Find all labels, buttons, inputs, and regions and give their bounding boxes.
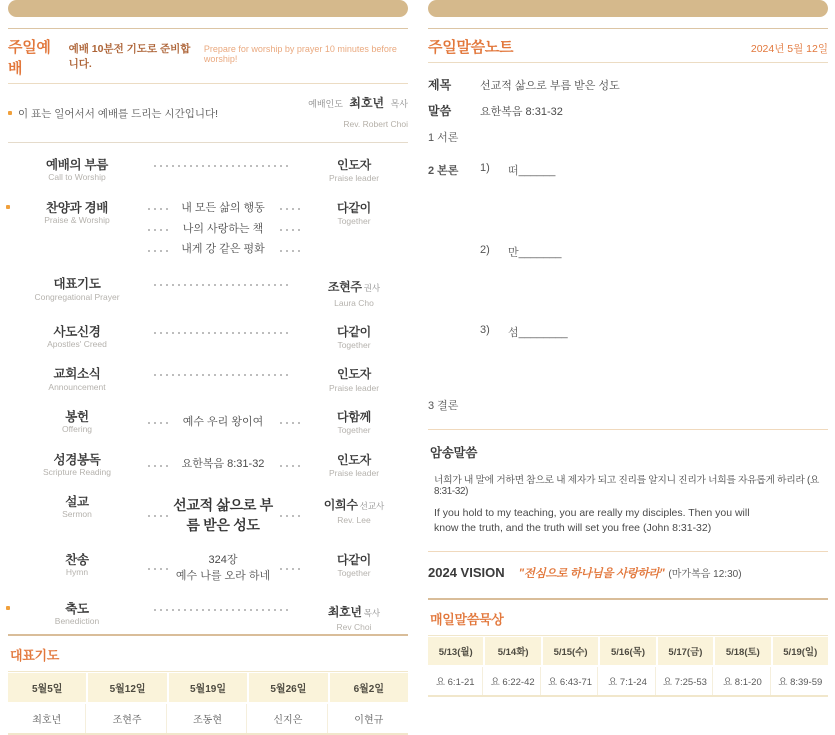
order-label: [8, 367, 146, 393]
order-label-en: Sermon: [62, 509, 92, 520]
order-leader-name: 인도자: [337, 452, 371, 467]
order-leader: [300, 453, 408, 479]
prayer-date-header: 5월12일: [88, 673, 166, 702]
worship-leader-name: 최호년: [349, 96, 385, 110]
vision-rule: [428, 551, 828, 552]
outline-body: [428, 162, 828, 340]
order-leader-en: Together: [337, 568, 371, 579]
dotted-leader-wrap: [146, 277, 300, 307]
order-label-ko: 사도신경: [53, 324, 101, 339]
sermon-scripture-field: [428, 102, 828, 119]
outline-body-label: 2 본론: [428, 165, 459, 177]
vision-reference: (마가복음 12:30): [668, 569, 742, 581]
dots: [278, 568, 300, 570]
orange-bullet-icon: [8, 111, 12, 115]
order-label: [8, 277, 146, 307]
order-row-sermon: [8, 495, 408, 536]
daily-date-header: 5/18(토): [715, 637, 770, 665]
note-space: [480, 178, 828, 244]
daily-reading-cell: 요 6:22-42: [485, 667, 540, 695]
song-line: [146, 222, 300, 238]
daily-reading-cell: 요 8:39-59: [773, 667, 828, 695]
dotted-leader: [152, 284, 290, 286]
dots: [278, 208, 300, 210]
order-label-en: Congregational Prayer: [34, 291, 120, 302]
sermon-note-date: 2024년 5월 12일: [750, 43, 828, 55]
worship-leader-suffix: 목사: [390, 99, 408, 109]
order-leader-en: Rev. Lee: [337, 515, 371, 526]
prayer-name-cell: 이현규: [330, 704, 408, 733]
order-leader-en: Praise leader: [328, 173, 380, 184]
order-label-en: Hymn: [65, 567, 89, 578]
order-label-ko: 축도: [65, 601, 89, 616]
outline-point-2: [480, 244, 828, 260]
sermon-note-title: 주일말씀노트: [428, 39, 514, 56]
order-leader-line: [300, 602, 408, 621]
outline-point-1: [480, 162, 828, 178]
daily-reading-cell: 요 6:43-71: [543, 667, 598, 695]
order-row-call-to-worship: [8, 158, 408, 184]
order-label: [8, 553, 146, 585]
dots: [146, 568, 168, 570]
memory-verse-en: If you hold to my teaching, you are really my disciples. Then you will know the truth, and the truth will set you free (John 8:31-32): [434, 507, 750, 534]
order-leader: [300, 277, 408, 307]
field-value: 선교적 삶으로 부름 받은 성도: [480, 80, 620, 92]
daily-date-header: 5/17(금): [658, 637, 713, 665]
worship-leader-en: Rev. Robert Choi: [343, 119, 408, 129]
dots: [278, 422, 300, 424]
standing-bullet-icon: [6, 606, 10, 610]
order-leader-en: Together: [337, 425, 371, 436]
sermon-note-column: [428, 0, 828, 697]
point-number: 2): [480, 244, 490, 256]
dotted-leader: [152, 374, 290, 376]
order-center: [146, 495, 300, 536]
song-line: [146, 201, 300, 217]
order-label: [8, 158, 146, 184]
order-leader-en: Rev Choi: [336, 621, 372, 632]
order-center: [146, 410, 300, 436]
prayer-date-header: 5월19일: [169, 673, 247, 702]
right-header-bar: [428, 0, 828, 17]
point-number: 3): [480, 324, 490, 336]
song-title: 내게 강 같은 평화: [181, 243, 265, 256]
order-label-en: Offering: [61, 424, 93, 435]
dotted-leader: [152, 165, 290, 167]
order-leader-en: Together: [337, 340, 371, 351]
hymn-title: 예수 나를 오라 하네: [175, 569, 271, 582]
order-leader-name: 다함께: [337, 409, 371, 424]
order-label-ko: 대표기도: [53, 277, 101, 292]
order-center: [146, 553, 300, 585]
point-blank: 떠______: [508, 165, 556, 177]
order-label-ko: 성경봉독: [53, 452, 101, 467]
worship-title: 주일예배: [8, 39, 51, 77]
daily-reading-cell: 요 8:1-20: [715, 667, 770, 695]
hymn-number: 324장: [208, 553, 238, 566]
memory-verse-rule: [428, 429, 828, 430]
order-label: [8, 325, 146, 351]
order-row-announcement: [8, 367, 408, 393]
note-space: [480, 260, 828, 324]
dots: [146, 465, 168, 467]
order-label-ko: 교회소식: [53, 367, 101, 382]
dots: [146, 208, 168, 210]
worship-leader-prefix: 예배인도: [308, 99, 343, 109]
order-label-ko: 찬송: [65, 552, 89, 567]
order-leader: [300, 158, 408, 184]
point-blank: 섬________: [508, 327, 568, 339]
prayer-date-header: 6월2일: [330, 673, 408, 702]
prayer-name-cell: 조현주: [88, 704, 166, 733]
sermon-title-field: [428, 76, 828, 93]
order-row-hymn: [8, 553, 408, 585]
dots: [146, 422, 168, 424]
order-row-apostles-creed: [8, 325, 408, 351]
dotted-leader: [152, 332, 290, 334]
order-leader: [300, 201, 408, 264]
order-leader-suffix: 목사: [363, 607, 381, 618]
daily-date-header: 5/19(일): [773, 637, 828, 665]
order-label-ko: 봉헌: [65, 409, 89, 424]
dotted-leader: [152, 609, 290, 611]
order-label: [8, 410, 146, 436]
dots: [278, 229, 300, 231]
worship-subtitle-en: Prepare for worship by prayer 10 minutes before worship!: [203, 44, 397, 64]
dotted-leader-wrap: [146, 158, 300, 184]
field-label: 제목: [428, 78, 452, 92]
prayer-name-cell: 신지은: [249, 704, 327, 733]
worship-leader-line: [308, 94, 408, 111]
field-value: 요한복음 8:31-32: [480, 106, 563, 118]
order-leader-name: 다같이: [337, 552, 371, 567]
order-leader: [300, 602, 408, 632]
order-label-ko: 예배의 부름: [45, 158, 109, 172]
order-label: [8, 453, 146, 479]
order-leader: [300, 410, 408, 436]
order-leader-name: 인도자: [337, 158, 371, 172]
right-title-rule: [428, 62, 828, 63]
daily-date-header: 5/15(수): [543, 637, 598, 665]
order-label-en: Praise & Worship: [44, 214, 110, 225]
outline-point-3: [480, 324, 828, 340]
order-row-offering: [8, 410, 408, 436]
order-of-worship: [8, 158, 408, 632]
prayer-date-header: 5월26일: [249, 673, 327, 702]
order-leader-suffix: 권사: [363, 283, 381, 294]
standing-note: [8, 93, 218, 133]
outline-intro: 1 서론: [428, 132, 459, 144]
prayer-rotation-table: [8, 671, 408, 735]
hymn-block: [168, 553, 278, 585]
vision-row: [428, 565, 828, 581]
song-title: 나의 사랑하는 책: [182, 222, 264, 235]
order-label: [8, 201, 146, 264]
standing-note-row: [8, 93, 408, 133]
order-leader-name: 최호년: [327, 604, 362, 619]
order-row-benediction: [8, 602, 408, 632]
order-leader: [300, 367, 408, 393]
left-top-rule: [8, 28, 408, 29]
worship-subtitle-ko: 예배 10분전 기도로 준비합니다.: [68, 43, 191, 70]
song-list: [146, 201, 300, 264]
order-label-ko: 설교: [65, 495, 89, 510]
worship-order-column: [8, 0, 408, 735]
order-leader-name: 다같이: [337, 324, 371, 339]
sermon-fields: [428, 76, 828, 119]
dots: [278, 250, 300, 252]
song-title: 내 모든 삶의 행동: [181, 201, 265, 214]
point-number: 1): [480, 162, 490, 174]
order-leader-name: 다같이: [337, 200, 371, 215]
daily-date-header: 5/16(목): [600, 637, 655, 665]
memory-verse-title: 암송말씀: [430, 446, 478, 460]
order-label: [8, 495, 146, 536]
order-leader-line: [300, 495, 408, 514]
right-title-row: [428, 36, 828, 57]
order-leader-en: Together: [337, 215, 371, 226]
standing-bullet-icon: [6, 205, 10, 209]
daily-reading-cell: 요 7:1-24: [600, 667, 655, 695]
dots: [278, 515, 300, 517]
order-leader-name: 조현주: [327, 280, 362, 295]
right-top-rule: [428, 28, 828, 29]
order-leader-en: Praise leader: [328, 382, 380, 393]
left-title-row: [8, 36, 408, 78]
order-row-congregational-prayer: [8, 277, 408, 307]
dotted-leader-wrap: [146, 325, 300, 351]
order-center: [146, 453, 300, 479]
outline-conclusion: 3 결론: [428, 400, 459, 412]
order-label-en: Announcement: [48, 381, 106, 392]
vision-quote: "전심으로 하나님을 사랑하라": [518, 568, 665, 581]
prayer-section-rule: [8, 634, 408, 636]
sermon-title: 선교적 삶으로 부름 받은 성도: [173, 497, 273, 534]
daily-reading-cell: 요 7:25-53: [658, 667, 713, 695]
dots: [146, 515, 168, 517]
order-row-praise-worship: [8, 201, 408, 264]
dots: [146, 250, 168, 252]
daily-reading-title: 매일말씀묵상: [430, 612, 504, 628]
dots: [278, 465, 300, 467]
order-leader-en: Laura Cho: [334, 297, 374, 308]
left-section-divider: [8, 142, 408, 143]
prayer-name-cell: 최호년: [8, 704, 86, 733]
dotted-leader-wrap: [146, 602, 300, 632]
song-line: [146, 242, 300, 258]
offering-song: 예수 우리 왕이여: [182, 415, 264, 428]
order-label-en: Scripture Reading: [42, 466, 112, 477]
left-header-bar: [8, 0, 408, 17]
dotted-leader-wrap: [146, 367, 300, 393]
order-label-en: Apostles' Creed: [47, 339, 107, 350]
vision-label: 2024 VISION: [428, 565, 505, 581]
order-leader-suffix: 선교사: [359, 501, 385, 512]
order-label-en: Call to Worship: [48, 172, 106, 183]
field-label: 말씀: [428, 104, 452, 118]
prayer-rotation-title: 대표기도: [10, 647, 60, 663]
order-leader-line: [300, 277, 408, 296]
order-row-scripture-reading: [8, 453, 408, 479]
memory-verse-ko: 너희가 내 말에 거하면 참으로 내 제자가 되고 진리를 알지니 진리가 너희를 자유롭게 하리라 (요 8:31-32): [434, 475, 820, 497]
dots: [146, 229, 168, 231]
order-label: [8, 602, 146, 632]
prayer-name-cell: 조동현: [169, 704, 247, 733]
standing-note-text: 이 표는 일어서서 예배를 드리는 시간입니다!: [18, 107, 219, 120]
outline-points: [480, 162, 828, 340]
order-leader-name: 인도자: [337, 367, 371, 382]
daily-reading-table: [428, 635, 828, 697]
prayer-date-header: 5월5일: [8, 673, 86, 702]
daily-date-header: 5/14화): [485, 637, 540, 665]
left-title-rule: [8, 83, 408, 84]
order-leader: [300, 553, 408, 585]
order-label-en: Benediction: [54, 615, 100, 626]
point-blank: 만_______: [508, 247, 562, 259]
daily-reading-cell: 요 6:1-21: [428, 667, 483, 695]
order-leader: [300, 495, 408, 536]
daily-date-header: 5/13(월): [428, 637, 483, 665]
order-leader-name: 이희수: [323, 498, 358, 513]
scripture-reference: 요한복음 8:31-32: [181, 458, 265, 471]
order-leader: [300, 325, 408, 351]
daily-reading-rule: [428, 598, 828, 600]
worship-leader-block: [308, 93, 408, 133]
order-label-ko: 찬양과 경배: [45, 200, 109, 215]
order-leader-en: Praise leader: [328, 467, 380, 478]
